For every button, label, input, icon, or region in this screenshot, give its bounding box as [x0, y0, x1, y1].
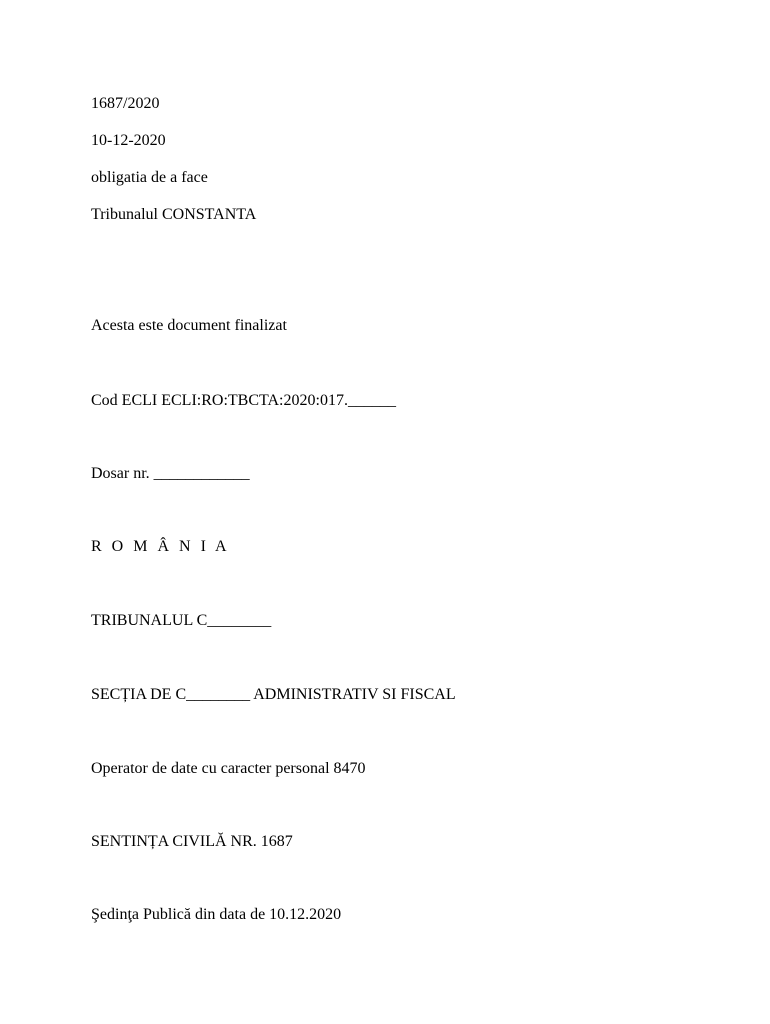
ecli-code: Cod ECLI ECLI:RO:TBCTA:2020:017.______ — [91, 392, 396, 409]
court-name: Tribunalul CONSTANTA — [91, 206, 257, 223]
country-heading: R O M Â N I A — [91, 538, 230, 555]
sentence-title: SENTINȚA CIVILĂ NR. 1687 — [91, 833, 293, 850]
court-header: TRIBUNALUL C________ — [91, 612, 272, 629]
data-operator: Operator de date cu caracter personal 8470 — [91, 760, 366, 777]
court-section: SECȚIA DE C________ ADMINISTRATIV SI FISCAL — [91, 686, 456, 703]
document-date: 10-12-2020 — [91, 132, 166, 149]
status-note: Acesta este document finalizat — [91, 317, 287, 334]
case-number-year: 1687/2020 — [91, 95, 160, 112]
session-info: Şedinţa Publică din data de 10.12.2020 — [91, 906, 342, 923]
file-number: Dosar nr. ____________ — [91, 465, 250, 482]
case-subject: obligatia de a face — [91, 169, 208, 186]
